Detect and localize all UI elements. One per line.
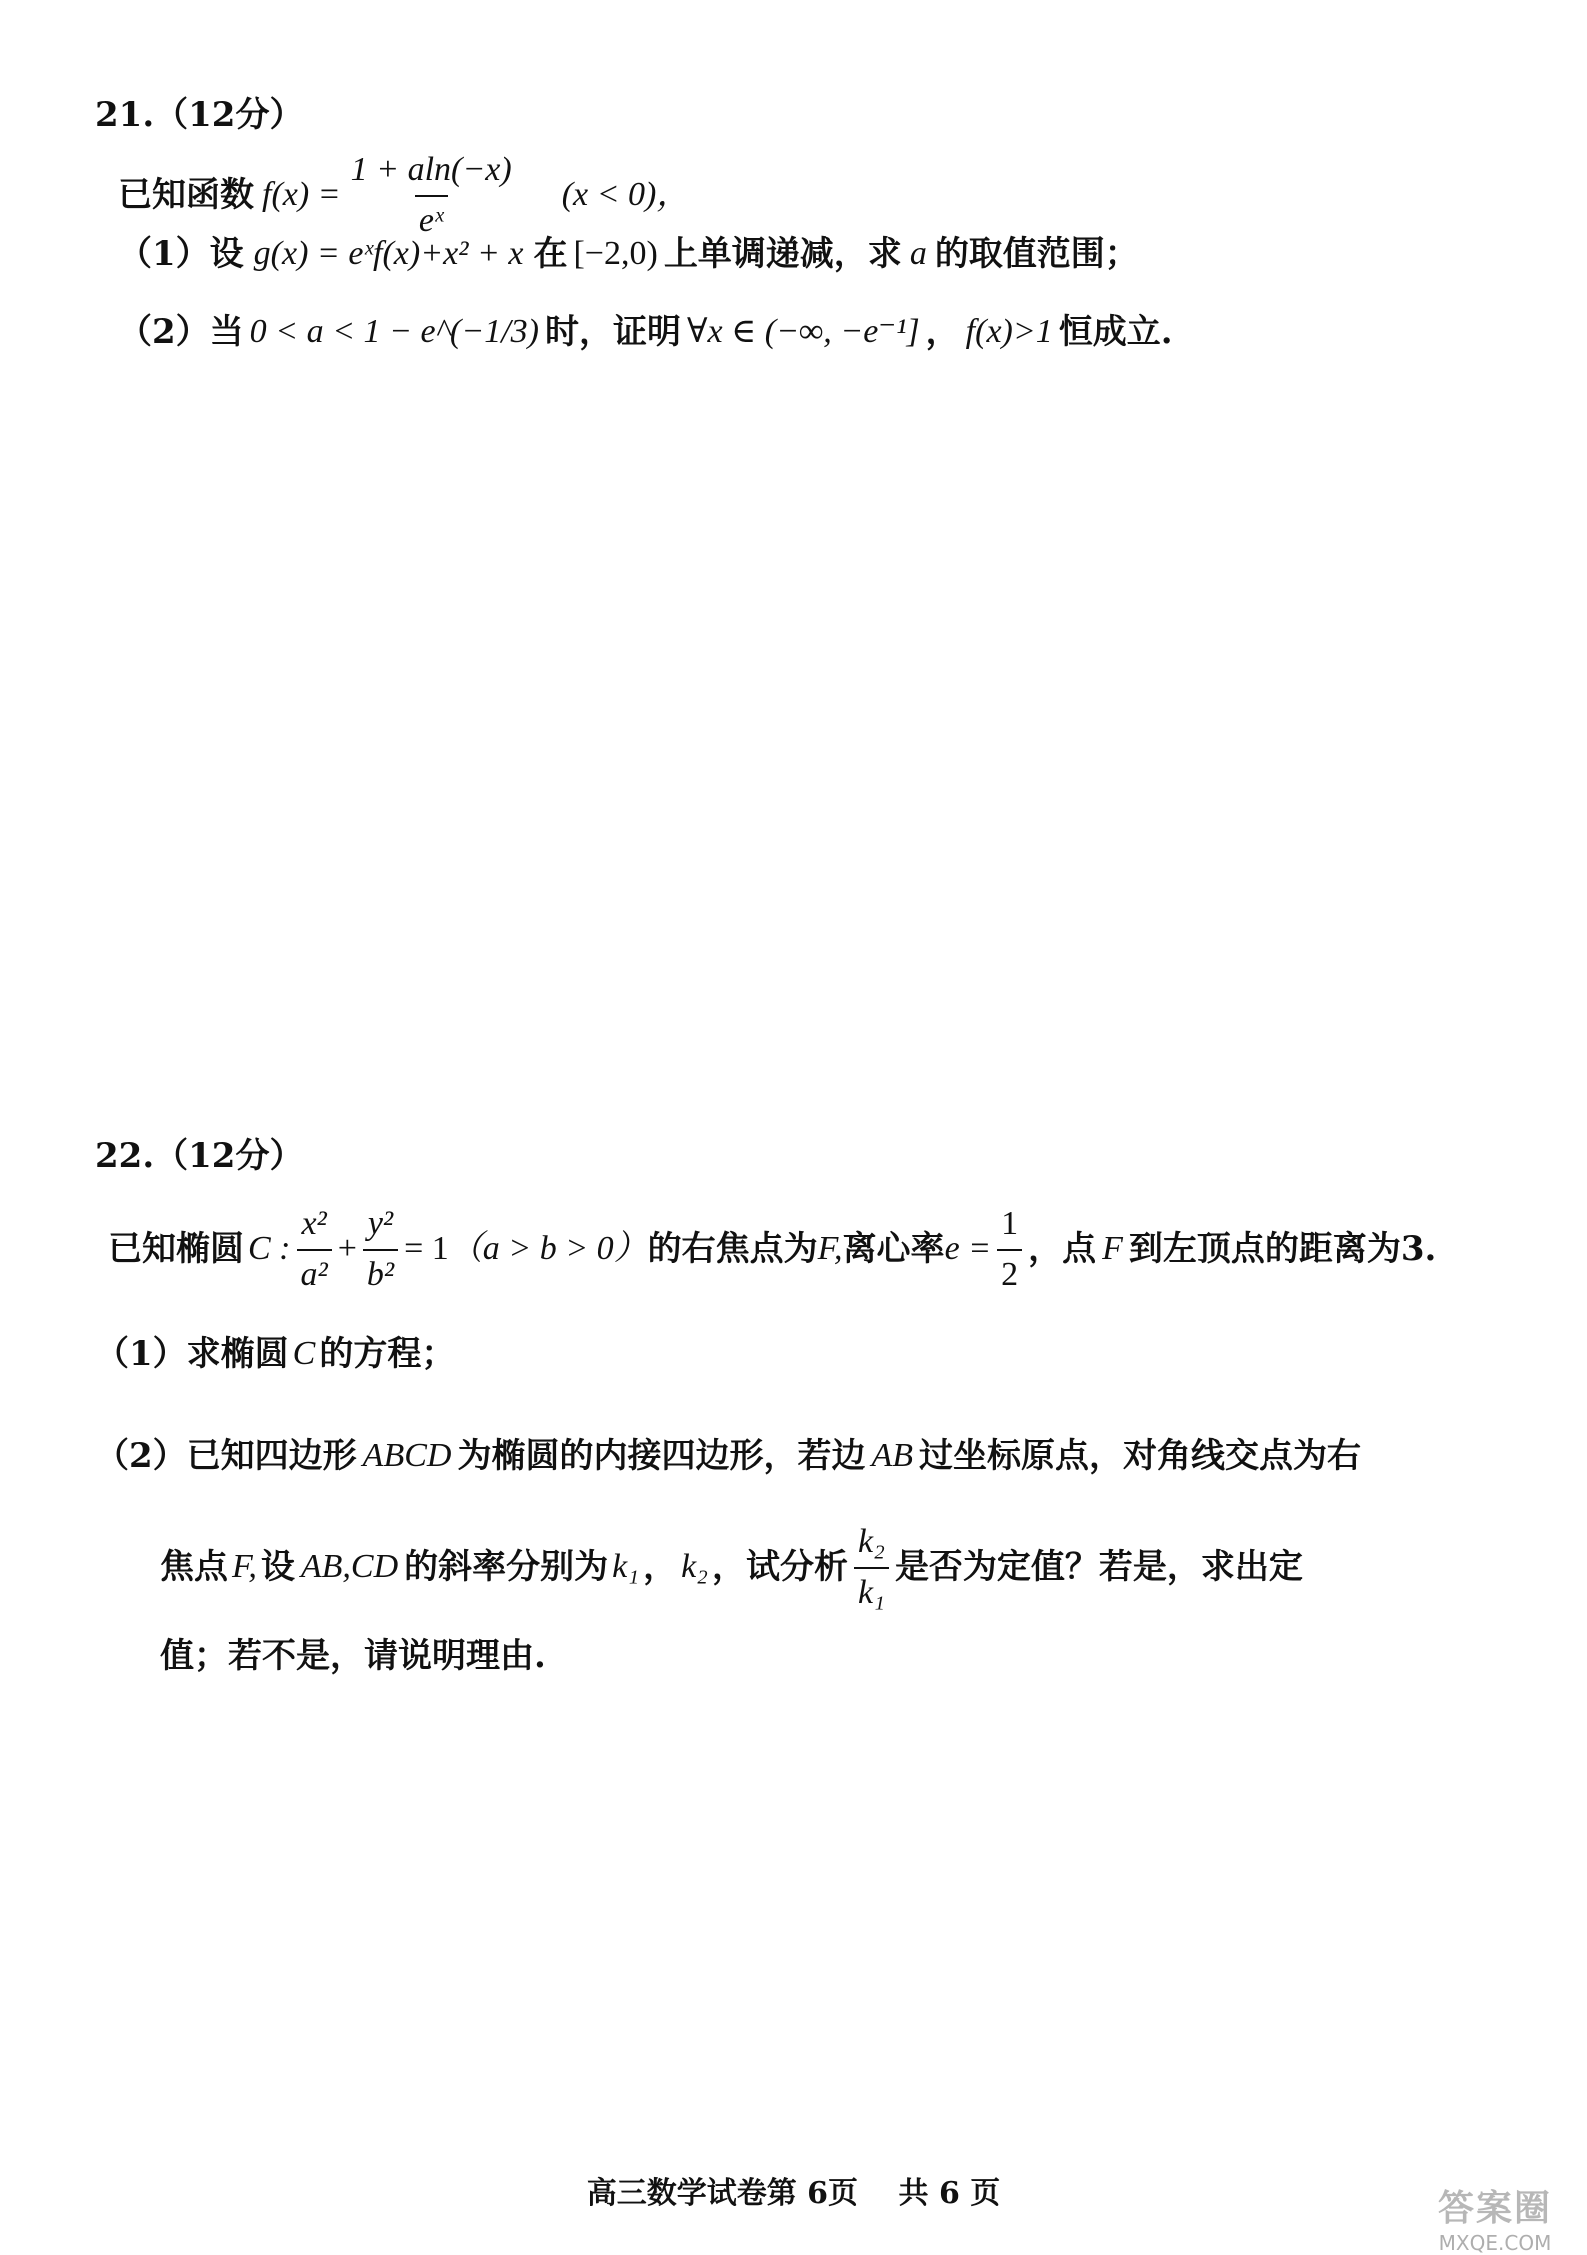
q21-part2-mid: 时，证明 xyxy=(544,312,681,352)
q22-part1 xyxy=(95,1334,455,1375)
q21-part1-interval: [−2,0) xyxy=(573,235,658,272)
q21-part1-expr: g(x) = eˣf(x)+x² + x xyxy=(253,235,524,272)
q21-part2-set: ∀x ∈ (−∞, −e⁻¹] xyxy=(686,313,920,350)
q22-focus-F2: F xyxy=(1102,1230,1123,1268)
q22-ellipse-name: C : xyxy=(248,1230,291,1268)
q22-y-fraction xyxy=(363,1204,398,1296)
q21-header xyxy=(95,95,303,136)
q22-part2-text-h: 是否为定值？若是，求出定 xyxy=(894,1547,1303,1588)
q21-part2-label: （2）当 xyxy=(118,312,244,352)
q22-part2-k2: k₂ xyxy=(681,1548,709,1586)
q21-part1-tail: 上单调递减，求 xyxy=(663,234,902,274)
q22-part2-text-d: 焦点 xyxy=(160,1547,228,1588)
q22-e-fraction xyxy=(997,1204,1022,1296)
q22-y-numerator: y² xyxy=(367,1205,394,1242)
q22-part2-line3 xyxy=(160,1636,546,1677)
q21-part2 xyxy=(118,312,1173,353)
q21-f-lhs: f(x) = xyxy=(262,176,341,214)
q22-part2-ratio-den: k₁ xyxy=(854,1567,889,1614)
q21-f-denominator: eˣ xyxy=(415,195,448,242)
q22-part2-AB: AB xyxy=(871,1437,913,1474)
q21-part2-end: 恒成立. xyxy=(1058,312,1173,352)
q22-part1-label: （1）求椭圆 xyxy=(95,1334,289,1374)
q22-x-numerator: x² xyxy=(301,1205,327,1242)
q21-part1-label: （1）设 xyxy=(118,234,244,274)
q21-part2-condition: 0 < a < 1 − e^(−1/3) xyxy=(249,313,539,350)
q22-part2-text-f: 的斜率分别为 xyxy=(404,1547,609,1588)
q22-part2-k1: k₁ xyxy=(612,1548,640,1586)
q22-part1-end: 的方程； xyxy=(319,1334,456,1374)
q22-part2-text-g: ，试分析 xyxy=(712,1547,849,1588)
q22-x-fraction xyxy=(297,1204,332,1296)
q22-e-eq: e = xyxy=(944,1230,992,1268)
page-footer xyxy=(0,2168,1587,2212)
q21-part2-claim: f(x)>1 xyxy=(965,313,1053,350)
q22-part2-line2 xyxy=(160,1522,1303,1614)
q21-f-fraction xyxy=(347,150,516,242)
q22-part2-text-c: 过坐标原点，对角线交点为右 xyxy=(919,1436,1361,1476)
q22-part2-ratio-num: k₂ xyxy=(858,1523,885,1560)
q22-part2-text-i: 值；若不是，请说明理由. xyxy=(160,1636,546,1676)
q21-part2-sep: ， xyxy=(925,312,960,352)
q22-e-denominator: 2 xyxy=(997,1249,1022,1296)
q21-f-condition: (x < 0)， xyxy=(561,176,691,214)
q22-plus: + xyxy=(337,1230,357,1268)
q21-part1-end: 的取值范围； xyxy=(934,234,1139,274)
q22-part2-comma: ， xyxy=(643,1547,678,1588)
q22-y-denominator: b² xyxy=(363,1249,398,1296)
q22-part1-C: C xyxy=(292,1335,316,1372)
q22-part2-text-b: 为椭圆的内接四边形，若边 xyxy=(457,1436,866,1476)
watermark-url: MXQE.COM xyxy=(1438,2231,1552,2255)
q22-intro-end: 到左顶点的距离为3. xyxy=(1128,1229,1437,1270)
q22-part2-line1 xyxy=(95,1436,1361,1477)
watermark-logo: 答案圈 xyxy=(1437,2188,1552,2229)
q21-part1-mid: 在 xyxy=(533,234,568,274)
q21-part1 xyxy=(118,234,1139,275)
q22-focus-F: F, xyxy=(817,1230,843,1268)
q21-intro xyxy=(118,150,690,242)
q22-header-text: 22.（12分） xyxy=(95,1136,304,1176)
q21-f-numerator: 1 + aln(−x) xyxy=(350,151,512,188)
q22-part2-text-a: （2）已知四边形 xyxy=(95,1436,357,1476)
q22-part2-AB-CD: AB,CD xyxy=(300,1548,399,1586)
q22-intro-tail: ，点 xyxy=(1028,1229,1097,1270)
watermark xyxy=(1415,2180,1575,2255)
q22-header xyxy=(95,1136,303,1177)
q22-intro-mid2: 离心率 xyxy=(842,1229,945,1270)
q22-x-denominator: a² xyxy=(297,1249,332,1296)
q21-header-text: 21.（12分） xyxy=(95,95,304,135)
q22-condition: （a > b > 0） xyxy=(448,1230,648,1268)
q22-intro-mid1: 的右焦点为 xyxy=(647,1229,818,1270)
q22-equals-one: = 1 xyxy=(404,1230,449,1268)
q22-part2-F: F, xyxy=(232,1548,257,1586)
q22-intro xyxy=(108,1204,1436,1296)
q22-part2-ABCD: ABCD xyxy=(362,1437,452,1474)
q22-part2-text-e: 设 xyxy=(260,1547,295,1588)
q22-part2-ratio xyxy=(854,1522,889,1614)
q22-e-numerator: 1 xyxy=(1001,1205,1019,1242)
q22-intro-prefix: 已知椭圆 xyxy=(108,1229,244,1270)
q21-intro-prefix: 已知函数 xyxy=(118,175,254,216)
q21-part1-var: a xyxy=(909,235,927,272)
page-footer-text: 高三数学试卷第 6页 共 6 页 xyxy=(586,2176,1001,2211)
